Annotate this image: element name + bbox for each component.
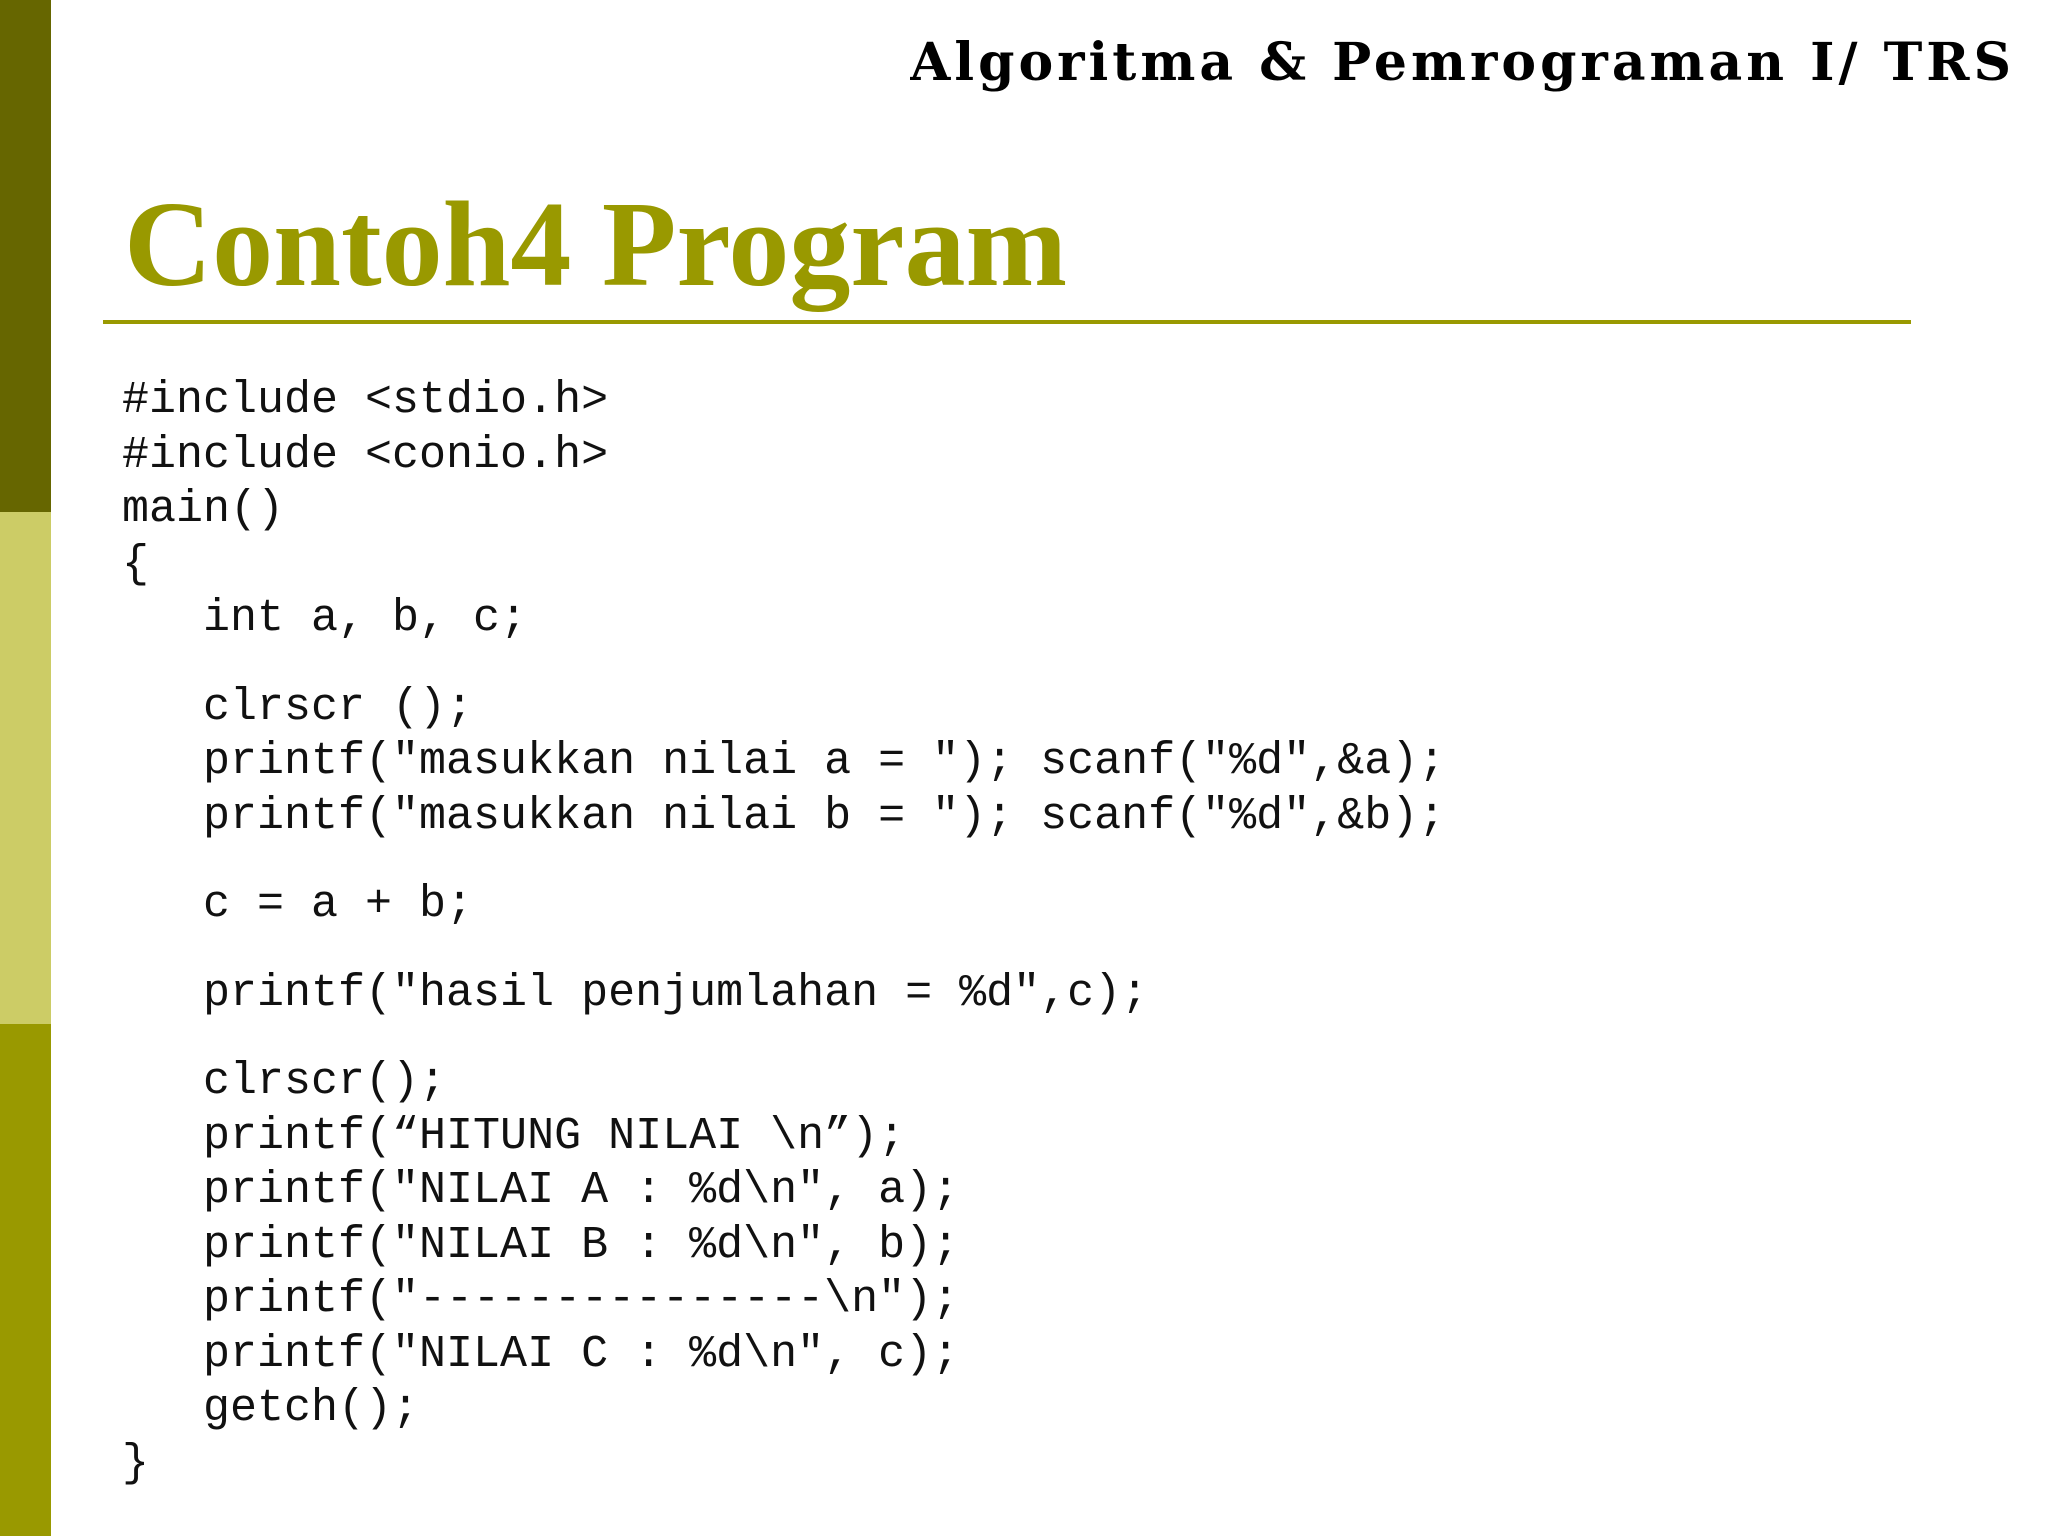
code-line: printf("masukkan nilai b = "); scanf("%d",&b); [122,790,1446,842]
code-line: printf(“HITUNG NILAI \n”); [122,1110,906,1162]
code-line: printf("hasil penjumlahan = %d",c); [122,967,1149,1019]
code-line: printf("NILAI C : %d\n", c); [122,1328,960,1380]
code-line: #include <stdio.h> [122,375,609,426]
code-listing [122,374,1822,1491]
code-line: c = a + b; [122,879,474,930]
stripe-block-dark [0,0,51,512]
code-line: int a, b, c; [122,593,528,644]
course-header: Algoritma & Pemrograman I/ TRS [910,32,2016,93]
slide-title: Contoh4 Program [124,177,1068,312]
code-line: getch(); [122,1383,420,1434]
code-line: #include <conio.h> [122,429,609,481]
side-decoration-stripe [0,0,51,1536]
code-line: printf("NILAI B : %d\n", b); [122,1219,960,1271]
code-line: } [122,1437,150,1489]
code-line: main() [122,484,285,535]
code-line: printf("NILAI A : %d\n", a); [122,1165,960,1216]
title-divider [103,320,1911,324]
stripe-block-light [0,512,51,1024]
code-line: clrscr(); [122,1056,447,1107]
stripe-block-medium [0,1024,51,1536]
code-line: printf("---------------\n"); [122,1274,960,1325]
code-line: printf("masukkan nilai a = "); scanf("%d",&a); [122,736,1446,787]
code-line: clrscr (); [122,681,474,733]
code-line: { [122,538,150,590]
